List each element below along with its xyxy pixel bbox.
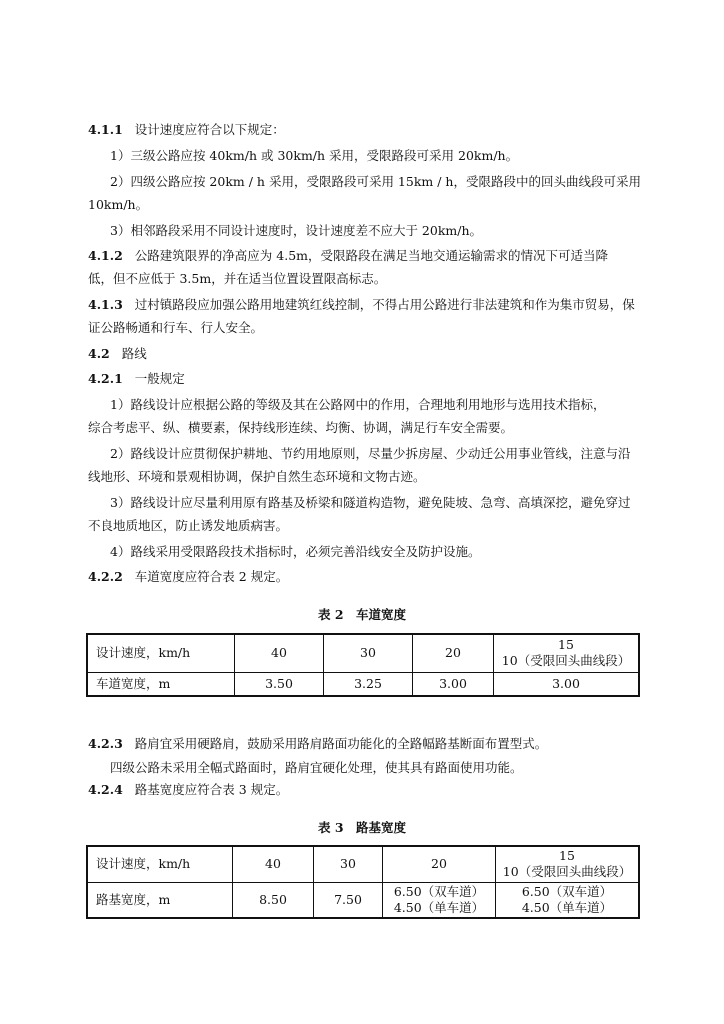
clause-4-1-2: 4.1.2 公路建筑限界的净高应为 4.5m，受限路段在满足当地交通运输需求的情况下可适当降	[88, 248, 609, 263]
clause-4-2-1-item-2: 2）路线设计应贯彻保护耕地、节约用地原则，尽量少拆房屋、少动迁公用事业管线，注意与沿	[110, 446, 631, 461]
table-cell: 20	[383, 846, 496, 882]
clause-4-2-3-cont: 四级公路未采用全幅式路面时，路肩宜硬化处理，使其具有路面使用功能。	[110, 760, 523, 775]
table-2-caption: 表 2 车道宽度	[317, 607, 407, 622]
table-cell: 车道宽度，m	[87, 672, 235, 696]
table-row	[87, 672, 639, 696]
table-row	[87, 846, 639, 882]
section-4-2-heading: 4.2 路线	[88, 346, 147, 361]
clause-4-2-1-item-1-cont: 综合考虑平、纵、横要素，保持线形连续、均衡、协调，满足行车安全需要。	[88, 420, 514, 435]
table-cell: 7.50	[314, 882, 383, 918]
table-cell: 路基宽度，m	[87, 882, 233, 918]
table-cell: 30	[324, 634, 413, 672]
clause-4-1-3-cont: 证公路畅通和行车、行人安全。	[88, 320, 264, 335]
clause-4-1-3: 4.1.3 过村镇路段应加强公路用地建筑红线控制，不得占用公路进行非法建筑和作为集市贸易，保	[88, 297, 635, 312]
table-cell: 设计速度，km/h	[87, 846, 233, 882]
clause-4-1-1-item-2-cont: 10km/h。	[88, 197, 149, 212]
table-cell: 15 10（受限回头曲线段）	[496, 846, 640, 882]
table-2-lane-width	[86, 633, 640, 697]
table-cell: 8.50	[233, 882, 314, 918]
clause-4-1-2-cont: 低，但不应低于 3.5m，并在适当位置设置限高标志。	[88, 271, 387, 286]
table-cell: 6.50（双车道） 4.50（单车道）	[496, 882, 640, 918]
table-cell: 3.00	[494, 672, 640, 696]
clause-4-1-1-item-1: 1）三级公路应按 40km/h 或 30km/h 采用，受限路段可采用 20km/h。	[110, 148, 519, 163]
clause-4-2-1-item-1: 1）路线设计应根据公路的等级及其在公路网中的作用，合理地利用地形与选用技术指标，	[110, 397, 606, 412]
clause-4-2-3: 4.2.3 路肩宜采用硬路肩，鼓励采用路肩路面功能化的全路幅路基断面布置型式。	[88, 736, 548, 751]
table-cell: 3.00	[413, 672, 494, 696]
table-cell: 15 10（受限回头曲线段）	[494, 634, 640, 672]
clause-4-1-1-item-3: 3）相邻路段采用不同设计速度时，设计速度差不应大于 20km/h。	[110, 223, 483, 238]
table-cell: 30	[314, 846, 383, 882]
table-cell: 40	[235, 634, 324, 672]
table-cell: 6.50（双车道） 4.50（单车道）	[383, 882, 496, 918]
table-3-caption: 表 3 路基宽度	[317, 820, 407, 835]
table-cell: 3.25	[324, 672, 413, 696]
table-3-subgrade-width	[86, 845, 640, 919]
table-row	[87, 634, 639, 672]
clause-4-2-1: 4.2.1 一般规定	[88, 371, 185, 386]
clause-4-2-1-item-3: 3）路线设计应尽量利用原有路基及桥梁和隧道构造物，避免陡坡、急弯、高填深挖，避免穿过	[110, 495, 631, 510]
clause-4-2-2: 4.2.2 车道宽度应符合表 2 规定。	[88, 569, 289, 584]
table-cell: 40	[233, 846, 314, 882]
table-cell: 设计速度，km/h	[87, 634, 235, 672]
clause-4-2-1-item-3-cont: 不良地质地区，防止诱发地质病害。	[88, 518, 289, 533]
clause-4-2-1-item-4: 4）路线采用受限路段技术指标时，必须完善沿线安全及防护设施。	[110, 544, 481, 559]
clause-4-1-1-item-2: 2）四级公路应按 20km / h 采用，受限路段可采用 15km / h，受限路段中的回头曲线段可采用	[110, 174, 641, 189]
table-cell: 20	[413, 634, 494, 672]
table-cell: 3.50	[235, 672, 324, 696]
clause-4-1-1: 4.1.1 设计速度应符合以下规定：	[88, 122, 285, 137]
clause-4-2-4: 4.2.4 路基宽度应符合表 3 规定。	[88, 782, 289, 797]
clause-4-2-1-item-2-cont: 线地形、环境和景观相协调，保护自然生态环境和文物古迹。	[88, 469, 426, 484]
table-row	[87, 882, 639, 918]
